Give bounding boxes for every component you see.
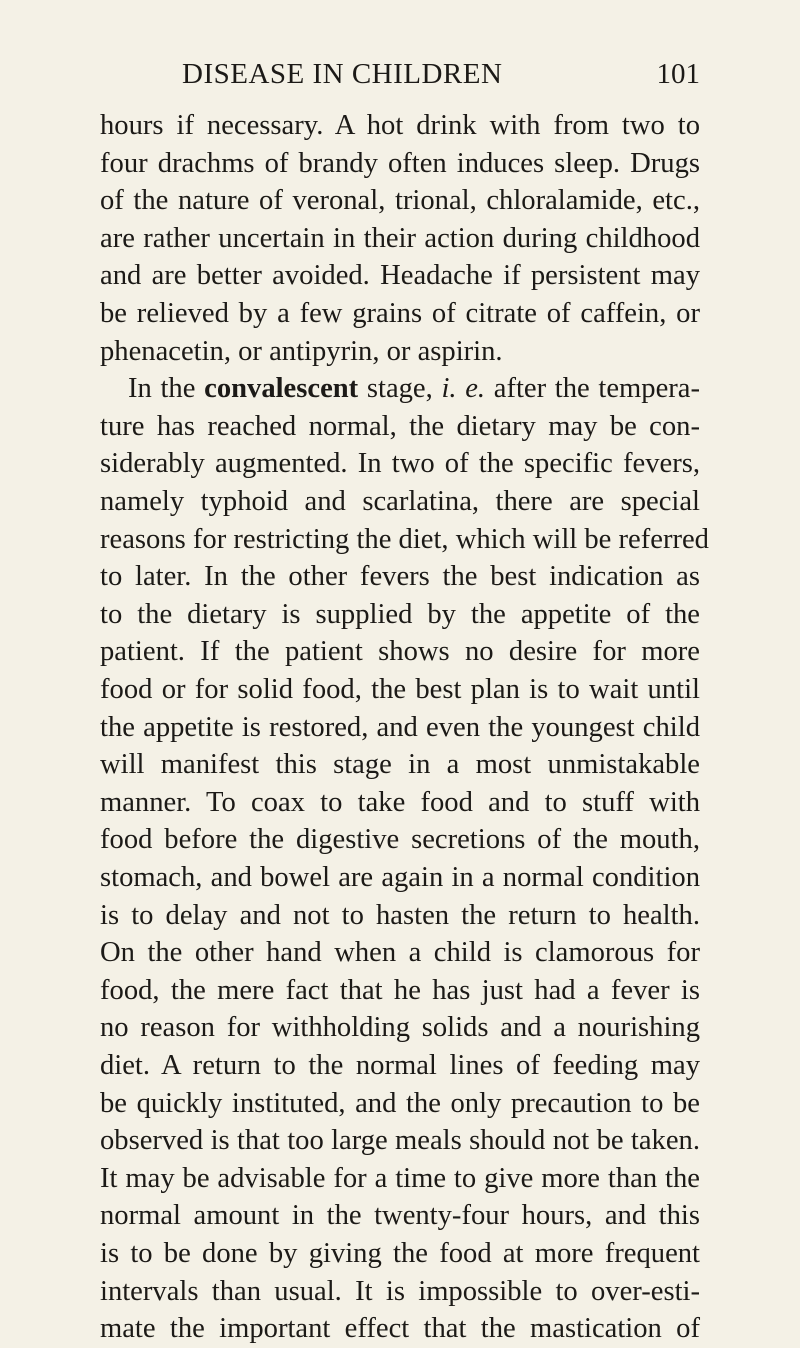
bold-term: convalescent <box>204 373 359 405</box>
text-line: It may be advisable for a time to give more than the <box>100 1162 700 1194</box>
text-line: siderably augmented. In two of the specific fevers, <box>100 448 700 480</box>
text-line: be relieved by a few grains of citrate of caffein, or <box>100 298 700 329</box>
text-line: diet. A return to the normal lines of feeding may <box>100 1050 700 1081</box>
text-line: food, the mere fact that he has just had a fever is <box>100 974 700 1006</box>
text-line: phenacetin, or antipyrin, or aspirin. <box>100 335 503 367</box>
text-line: reasons for restricting the diet, which will be referred <box>100 523 709 555</box>
text-line: namely typhoid and scarlatina, there are special <box>100 486 700 517</box>
text-run: ture has reached normal, <box>100 410 397 442</box>
text-line <box>100 408 700 446</box>
text-line: of the nature of veronal, trional, chloralamide, etc., <box>100 185 700 217</box>
italic-abbreviation: i. e. <box>441 373 486 405</box>
text-line: the appetite is restored, and even the youngest child <box>100 711 700 743</box>
text-line: are rather uncertain in their action during childhood <box>100 222 700 254</box>
text-line: to the dietary is supplied by the appetite of the <box>100 598 700 630</box>
page-number: 101 <box>656 58 700 90</box>
text-run: after the tempera- <box>493 373 701 405</box>
text-line: mate the important effect that the mastication of <box>100 1313 700 1345</box>
text-line: observed is that too large meals should not be taken. <box>100 1125 700 1157</box>
text-line: no reason for withholding solids and a nourishing <box>100 1012 700 1044</box>
text-line: is to be done by giving the food at more frequent <box>100 1238 700 1269</box>
text-line: stomach, and bowel are again in a normal condition <box>100 862 700 893</box>
text-line: food or for solid food, the best plan is to wait until <box>100 674 700 705</box>
text-line: be quickly instituted, and the only precaution to be <box>100 1087 700 1119</box>
text-line: four drachms of brandy often induces sleep. Drugs <box>100 147 700 179</box>
text-line: normal amount in the twenty-four hours, and this <box>100 1200 700 1232</box>
text-run: the dietary may be con- <box>409 410 700 442</box>
text-run: stage, <box>366 373 433 405</box>
text-line: hours if necessary. A hot drink with from two to <box>100 110 700 141</box>
text-line: to later. In the other fevers the best indication as <box>100 561 700 593</box>
running-title: DISEASE IN CHILDREN <box>182 58 503 90</box>
text-line: patient. If the patient shows no desire for more <box>100 636 700 668</box>
text-line: and are better avoided. Headache if persistent may <box>100 260 700 292</box>
text-run: In the <box>128 373 196 405</box>
text-line: is to delay and not to hasten the return to health. <box>100 899 700 931</box>
paragraph-start-line <box>128 370 700 408</box>
text-line: On the other hand when a child is clamorous for <box>100 937 700 969</box>
text-line: intervals than usual. It is impossible to over-esti- <box>100 1275 700 1307</box>
running-head <box>100 58 700 98</box>
text-line: food before the digestive secretions of the mouth, <box>100 824 700 856</box>
text-line: manner. To coax to take food and to stuff with <box>100 786 700 818</box>
text-line: will manifest this stage in a most unmistakable <box>100 749 700 781</box>
